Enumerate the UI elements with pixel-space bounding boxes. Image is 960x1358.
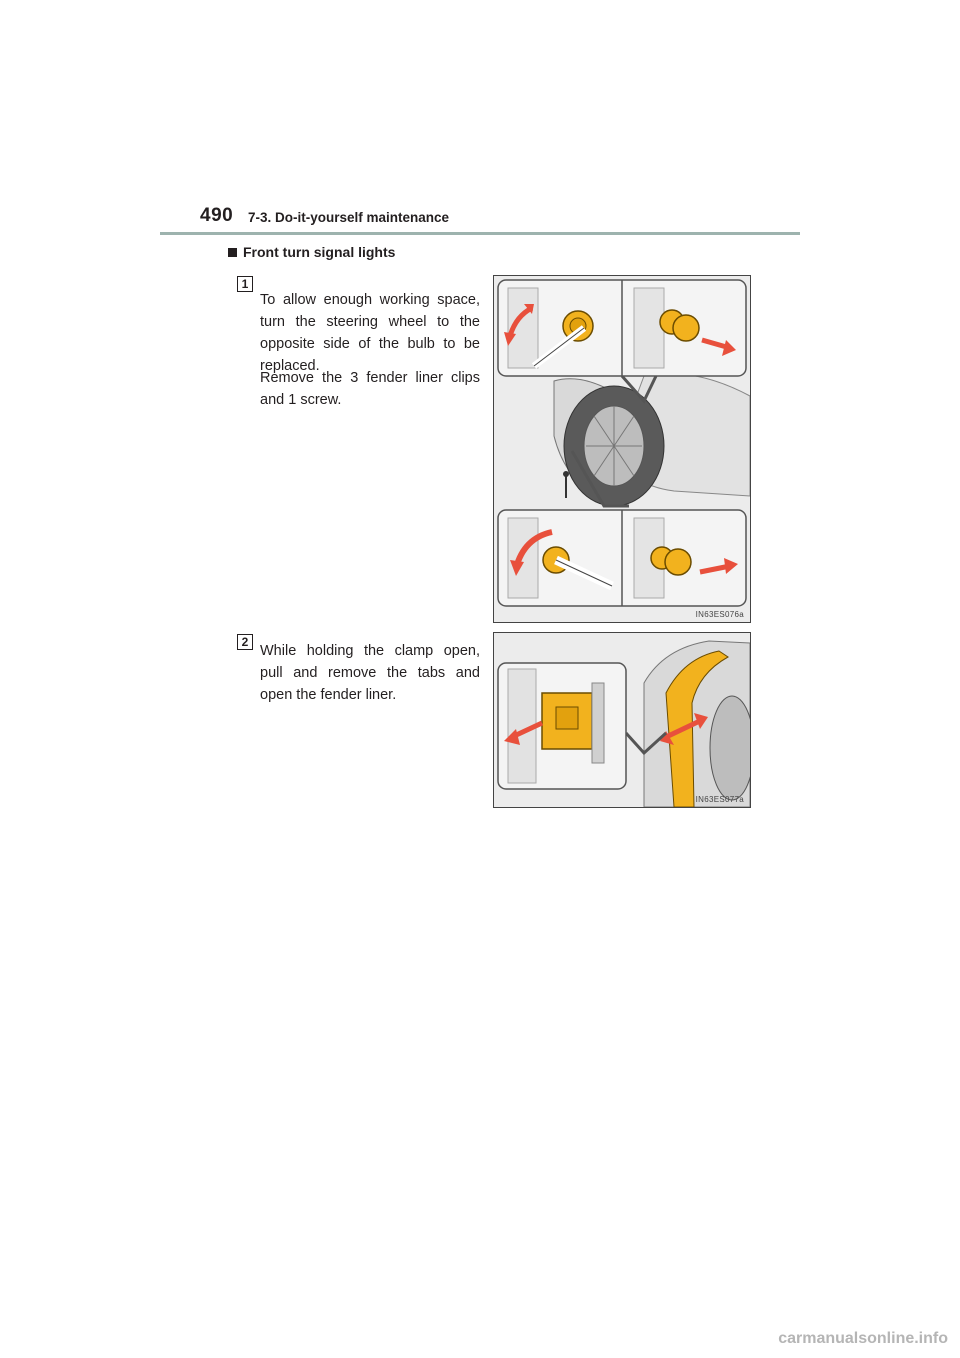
step-1-paragraph-2: Remove the 3 fender liner clips and 1 screw. [260, 370, 480, 408]
header-rule [160, 232, 800, 235]
subheading [228, 244, 395, 260]
step-1-paragraph-1: To allow enough working space, turn the steering wheel to the opposite side of the bulb to be replaced. [260, 292, 480, 374]
figure-code: IN63ES077a [695, 795, 744, 804]
figure-code: IN63ES076a [695, 610, 744, 619]
step-2-paragraph-1: While holding the clamp open, pull and remove the tabs and open the fender liner. [260, 643, 480, 703]
section-title: 7-3. Do-it-yourself maintenance [248, 210, 450, 225]
step-1-illustration [493, 275, 751, 623]
step-2-illustration [493, 632, 751, 808]
subheading-text: Front turn signal lights [243, 244, 396, 260]
step-1-badge: 1 [237, 276, 253, 292]
page-number: 490 [200, 205, 234, 226]
step-2-badge: 2 [237, 634, 253, 650]
watermark-footer: carmanualsonline.info [778, 1330, 948, 1347]
square-bullet-icon [228, 248, 237, 257]
page-header [200, 205, 800, 235]
